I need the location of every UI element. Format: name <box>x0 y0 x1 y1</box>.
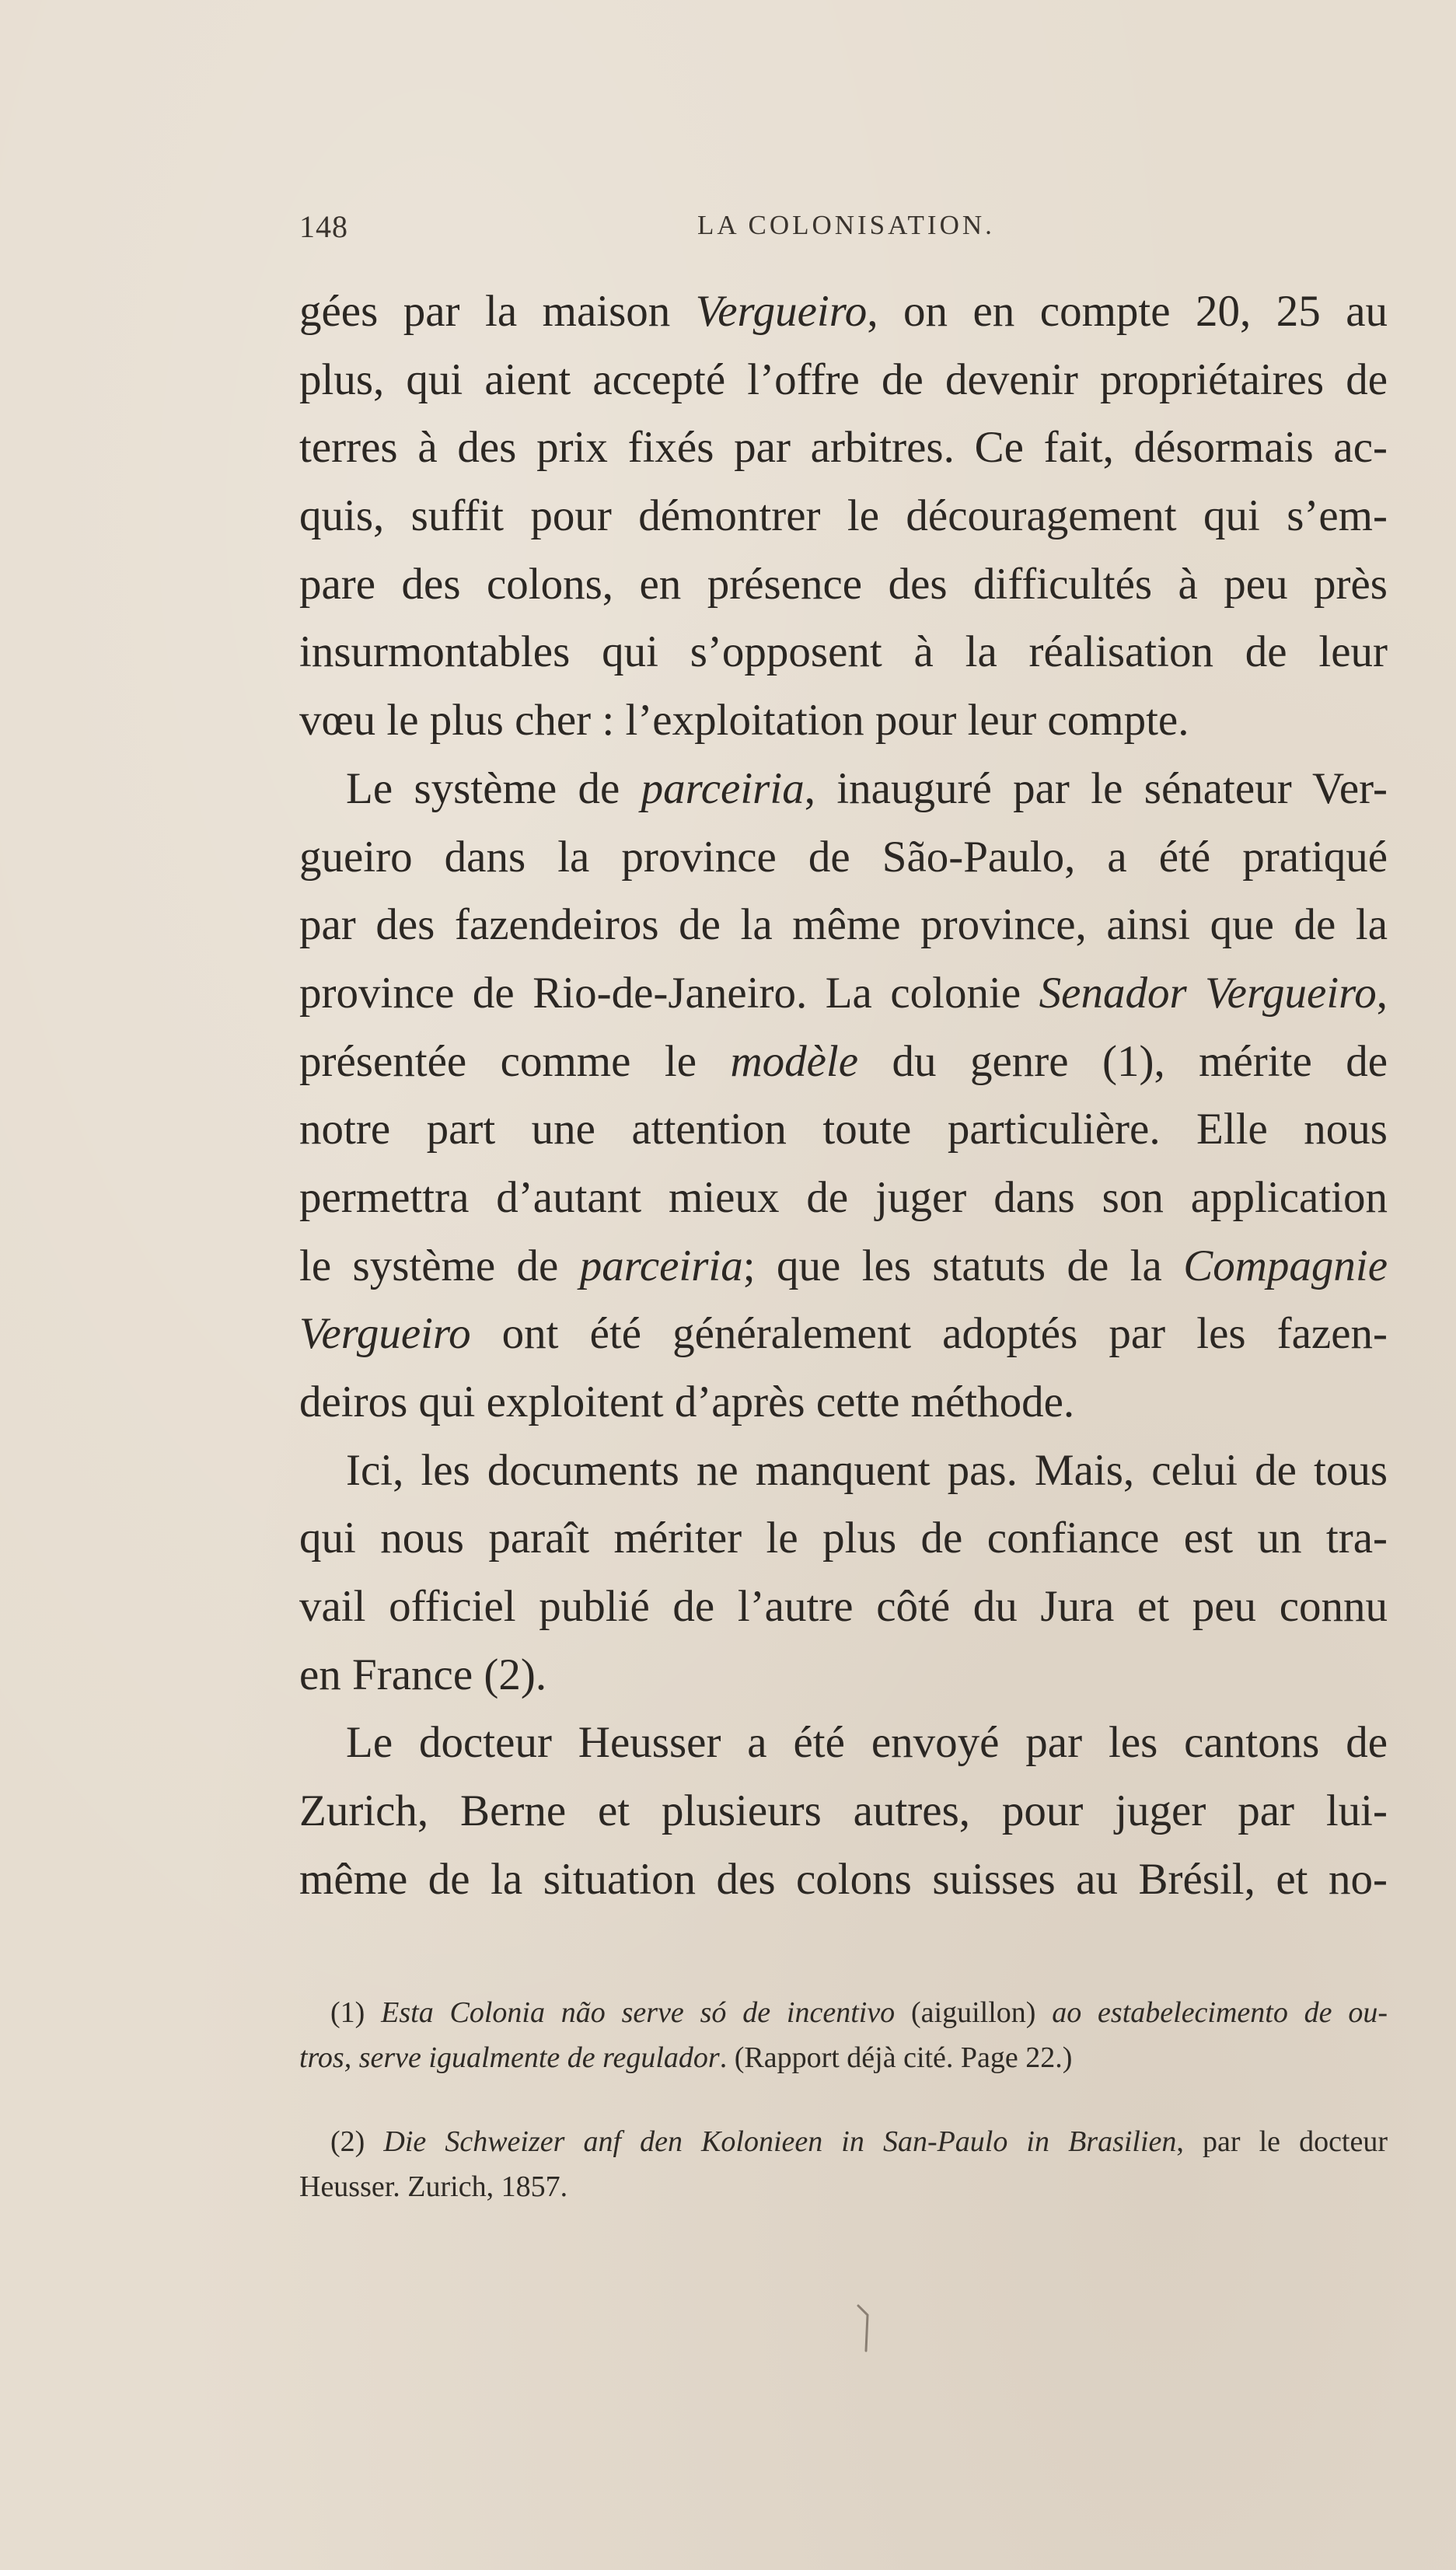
footnote-2-line: (2) Die Schweizer anf den Kolonieen in San-Paulo in Brasilien, par le docteur <box>330 2125 1388 2158</box>
running-head <box>299 208 1388 255</box>
footnote-1-line: (1) Esta Colonia não serve só de incentivo (aiguillon) ao estabelecimento de ou- <box>330 1996 1388 2029</box>
text-line: en France (2). <box>299 1650 547 1699</box>
text-line: vail officiel publié de l’autre côté du Jura et peu connu <box>299 1582 1388 1632</box>
text-line: notre part une attention toute particulière. Elle nous <box>299 1105 1388 1154</box>
paragraph-start: Ici, les documents ne manquent pas. Mais, celui de tous <box>346 1445 1388 1495</box>
paragraph-start: Le docteur Heusser a été envoyé par les cantons de <box>346 1718 1388 1768</box>
text-line: pare des colons, en présence des difficultés à peu près <box>299 559 1388 609</box>
text-line: gueiro dans la province de São-Paulo, a été pratiqué <box>299 832 1388 882</box>
page-number: 148 <box>299 209 348 244</box>
footnote-1-line: tros, serve igualmente de regulador. (Rapport déjà cité. Page 22.) <box>299 2041 1073 2074</box>
footnotes <box>299 1990 1388 2209</box>
text-line: Zurich, Berne et plusieurs autres, pour juger par lui- <box>299 1786 1388 1836</box>
text-line: insurmontables qui s’opposent à la réalisation de leur <box>299 627 1388 677</box>
body-text <box>299 278 1388 1914</box>
footnote-gap <box>299 2080 1388 2119</box>
running-title: LA COLONISATION. <box>697 210 995 240</box>
footnote-2-line: Heusser. Zurich, 1857. <box>299 2170 568 2203</box>
text-line: même de la situation des colons suisses au Brésil, et no- <box>299 1854 1388 1904</box>
text-line: province de Rio-de-Janeiro. La colonie Senador Vergueiro, <box>299 968 1388 1018</box>
paragraph-start: Le système de parceiria, inauguré par le sénateur Ver- <box>346 763 1388 813</box>
text-line: deiros qui exploitent d’après cette méthode. <box>299 1378 1075 1426</box>
text-line: plus, qui aient accepté l’offre de devenir propriétaires de <box>299 354 1388 404</box>
text-line: permettra d’autant mieux de juger dans son application <box>299 1172 1388 1222</box>
text-line: terres à des prix fixés par arbitres. Ce fait, désormais ac- <box>299 423 1388 473</box>
text-line: quis, suffit pour démontrer le découragement qui s’em- <box>299 491 1388 541</box>
text-line: présentée comme le modèle du genre (1), mérite de <box>299 1036 1388 1086</box>
text-line: le système de parceiria; que les statuts de la Compagnie <box>299 1241 1388 1290</box>
text-line: vœu le plus cher : l’exploitation pour leur compte. <box>299 696 1189 746</box>
text-line: Vergueiro ont été généralement adoptés par les fazen- <box>299 1309 1388 1359</box>
ink-mark-icon <box>855 2301 878 2355</box>
text-line: gées par la maison Vergueiro, on en compte 20, 25 au <box>299 287 1388 336</box>
text-line: qui nous paraît mériter le plus de confiance est un tra- <box>299 1514 1388 1563</box>
text-line: par des fazendeiros de la même province, ainsi que de la <box>299 900 1388 950</box>
